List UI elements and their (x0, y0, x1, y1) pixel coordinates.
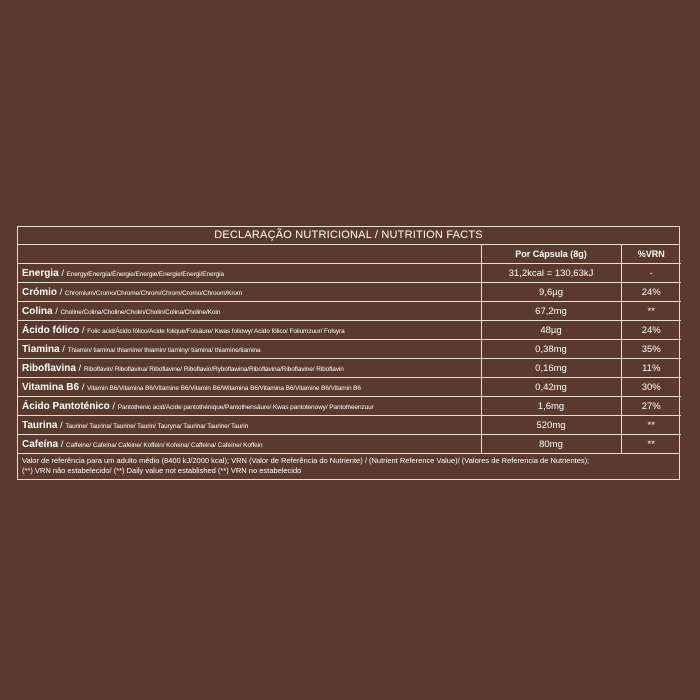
nutrient-translations: Caffeine/ Cafeína/ Caféine/ Koffein/ Kofeina/ Caffeina/ Cafeïne/ Koffein (66, 441, 263, 449)
nutrient-name: Ácido Pantoténico (22, 400, 110, 412)
nutrient-vrn: ** (621, 302, 681, 321)
table-row (18, 340, 681, 359)
nutrient-value: 67,2mg (481, 302, 621, 321)
nutrient-value: 1,6mg (481, 397, 621, 416)
nutrient-vrn: 11% (621, 359, 681, 378)
nutrient-name: Vitamina B6 (22, 381, 80, 393)
nutrient-translations: Riboflavin/ Riboflavina/ Riboflavine/ Riboflavin/Ryboflawina/Riboflavina/Riboflavine/ Riboflavin (83, 365, 344, 373)
nutrient-vrn: - (621, 264, 681, 283)
nutrient-vrn: 24% (621, 321, 681, 340)
nutrient-vrn: 35% (621, 340, 681, 359)
nutrition-facts-table (17, 226, 680, 480)
nutrient-cell: Ácido fólico / Folic acid/Ácido fólico/Acide folique/Folsäure/ Kwas foliowy/ Acido fólico/ Foliumzuur/ Folsyra (18, 321, 481, 340)
nutrient-cell: Tiamina / Thiamin/ tiamina/ thiamine/ thiamin/ tiaminy/ tiamina/ thiamine/tiamina (18, 340, 481, 359)
table-title: DECLARAÇÃO NUTRICIONAL / NUTRITION FACTS (18, 227, 679, 245)
nutrient-cell: Colina / Choline/Colina/Choline/Cholin/Cholin/Colina/Choline/Koin (18, 302, 481, 321)
nutrient-translations: Choline/Colina/Choline/Cholin/Cholin/Colina/Choline/Koin (60, 308, 221, 316)
footnote-line-1: Valor de referência para um adulto médio (8400 kJ/2000 kcal); VRN (Valor de Referência do Nutriente) / (Nutrient Reference Value)/ (Valores de Referencia de Nutrientes); (22, 456, 590, 465)
nutrient-value: 520mg (481, 416, 621, 435)
footnote-line-2: (**) VRN não estabelecido/ (**) Daily value not established (**) VRN no estabelecido (22, 466, 302, 475)
nutrient-translations: Pantothenic acid/Acide pantothénique/Pantothensäure/ Kwas pantotenowy/ Pantotheenzuur (117, 403, 374, 411)
nutrient-value: 80mg (481, 435, 621, 454)
table-row (18, 321, 681, 340)
header-row (18, 245, 681, 264)
nutrient-value: 0,16mg (481, 359, 621, 378)
nutrient-value: 0,42mg (481, 378, 621, 397)
nutrient-translations: Thiamin/ tiamina/ thiamine/ thiamin/ tiaminy/ tiamina/ thiamine/tiamina (67, 346, 261, 354)
nutrient-vrn: 27% (621, 397, 681, 416)
nutrient-name: Energia (22, 267, 59, 279)
nutrient-cell: Energia / Energy/Energía/Énergie/Energie/Energie/Energi/Energia (18, 264, 481, 283)
nutrient-value: 31,2kcal = 130,63kJ (481, 264, 621, 283)
nutrient-name: Riboflavina (22, 362, 76, 374)
nutrient-translations: Energy/Energía/Énergie/Energie/Energie/Energi/Energia (66, 270, 224, 278)
nutrient-cell: Crómio / Chromium/Cromo/Chrome/Chrom/Chrom/Cromo/Chroom/Krom (18, 283, 481, 302)
nutrient-cell: Vitamina B6 / Vitamin B6/Vitamina B6/Vitamine B6/Vitamin B6/Witamina B6/Vitamina B6/Vitamine B6/Vitamin B6 (18, 378, 481, 397)
nutrient-translations: Taurine/ Taurina/ Taurine/ Taurin/ Tauryna/ Taurina/ Taurine/ Taurin (65, 422, 249, 430)
nutrient-translations: Folic acid/Ácido fólico/Acide folique/Folsäure/ Kwas foliowy/ Acido fólico/ Foliumzuur/ Folsyra (87, 327, 345, 335)
table-row (18, 283, 681, 302)
table-row (18, 378, 681, 397)
nutrient-value: 48µg (481, 321, 621, 340)
table-row (18, 416, 681, 435)
table-row (18, 264, 681, 283)
nutrient-value: 9,6µg (481, 283, 621, 302)
table-footnote (18, 453, 679, 479)
nutrient-name: Colina (22, 305, 53, 317)
nutrient-name: Crómio (22, 286, 57, 298)
nutrients-table (18, 245, 681, 453)
nutrient-vrn: 30% (621, 378, 681, 397)
nutrient-cell: Taurina / Taurine/ Taurina/ Taurine/ Taurin/ Tauryna/ Taurina/ Taurine/ Taurin (18, 416, 481, 435)
nutrient-vrn: ** (621, 435, 681, 454)
nutrient-name: Ácido fólico (22, 324, 80, 336)
nutrient-value: 0,38mg (481, 340, 621, 359)
nutrient-cell: Riboflavina / Riboflavin/ Riboflavina/ Riboflavine/ Riboflavin/Ryboflawina/Riboflavina/Riboflavine/ Riboflavin (18, 359, 481, 378)
nutrient-vrn: ** (621, 416, 681, 435)
nutrient-vrn: 24% (621, 283, 681, 302)
header-per-capsule: Por Cápsula (8g) (481, 245, 621, 264)
header-vrn: %VRN (621, 245, 681, 264)
nutrient-name: Tiamina (22, 343, 60, 355)
nutrient-name: Cafeína (22, 438, 59, 450)
table-row (18, 397, 681, 416)
table-row (18, 435, 681, 454)
nutrient-cell: Ácido Pantoténico / Pantothenic acid/Acide pantothénique/Pantothensäure/ Kwas pantotenowy/ Pantotheenzuur (18, 397, 481, 416)
nutrient-name: Taurina (22, 419, 58, 431)
nutrient-translations: Chromium/Cromo/Chrome/Chrom/Chrom/Cromo/Chroom/Krom (64, 289, 243, 297)
nutrient-cell: Cafeína / Caffeine/ Cafeína/ Caféine/ Koffein/ Kofeina/ Caffeina/ Cafeïne/ Koffein (22, 438, 263, 450)
nutrient-translations: Vitamin B6/Vitamina B6/Vitamine B6/Vitamin B6/Witamina B6/Vitamina B6/Vitamine B6/Vitamin B6 (86, 384, 361, 392)
header-nutrient (18, 245, 481, 264)
table-row (18, 359, 681, 378)
table-row (18, 302, 681, 321)
